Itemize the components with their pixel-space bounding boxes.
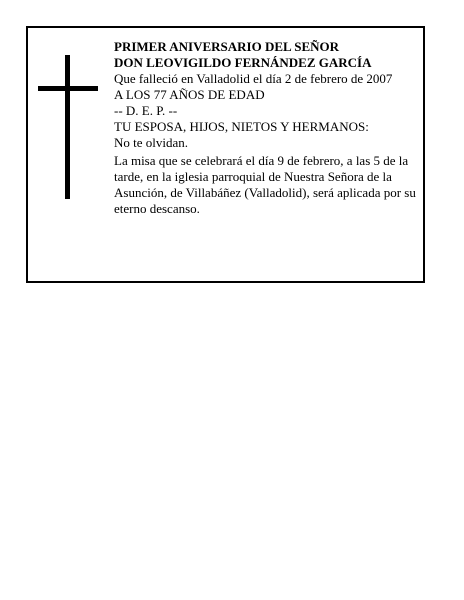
death-info: Que falleció en Valladolid el día 2 de febrero de 2007 [114,71,393,86]
family-line: TU ESPOSA, HIJOS, NIETOS Y HERMANOS: [114,119,369,134]
remembrance-line: No te olvidan. [114,135,189,150]
heading-line-2: DON LEOVIGILDO FERNÁNDEZ GARCÍA [114,55,372,70]
obituary-notice [26,26,425,283]
notice-text [114,39,422,217]
mass-paragraph: La misa que se celebrará el día 9 de febrero, a las 5 de la tarde, en la iglesia parroquial de Nuestra Señora de la Asunción, de Villabáñez (Valladolid), será aplicada por su eterno descanso. [114,153,416,216]
cross-horizontal-bar [38,86,98,91]
heading-line-1: PRIMER ANIVERSARIO DEL SEÑOR [114,39,340,54]
rip-line: -- D. E. P. -- [114,103,178,118]
cross-vertical-bar [65,55,70,199]
cross-icon [38,55,98,199]
age-line: A LOS 77 AÑOS DE EDAD [114,87,265,102]
